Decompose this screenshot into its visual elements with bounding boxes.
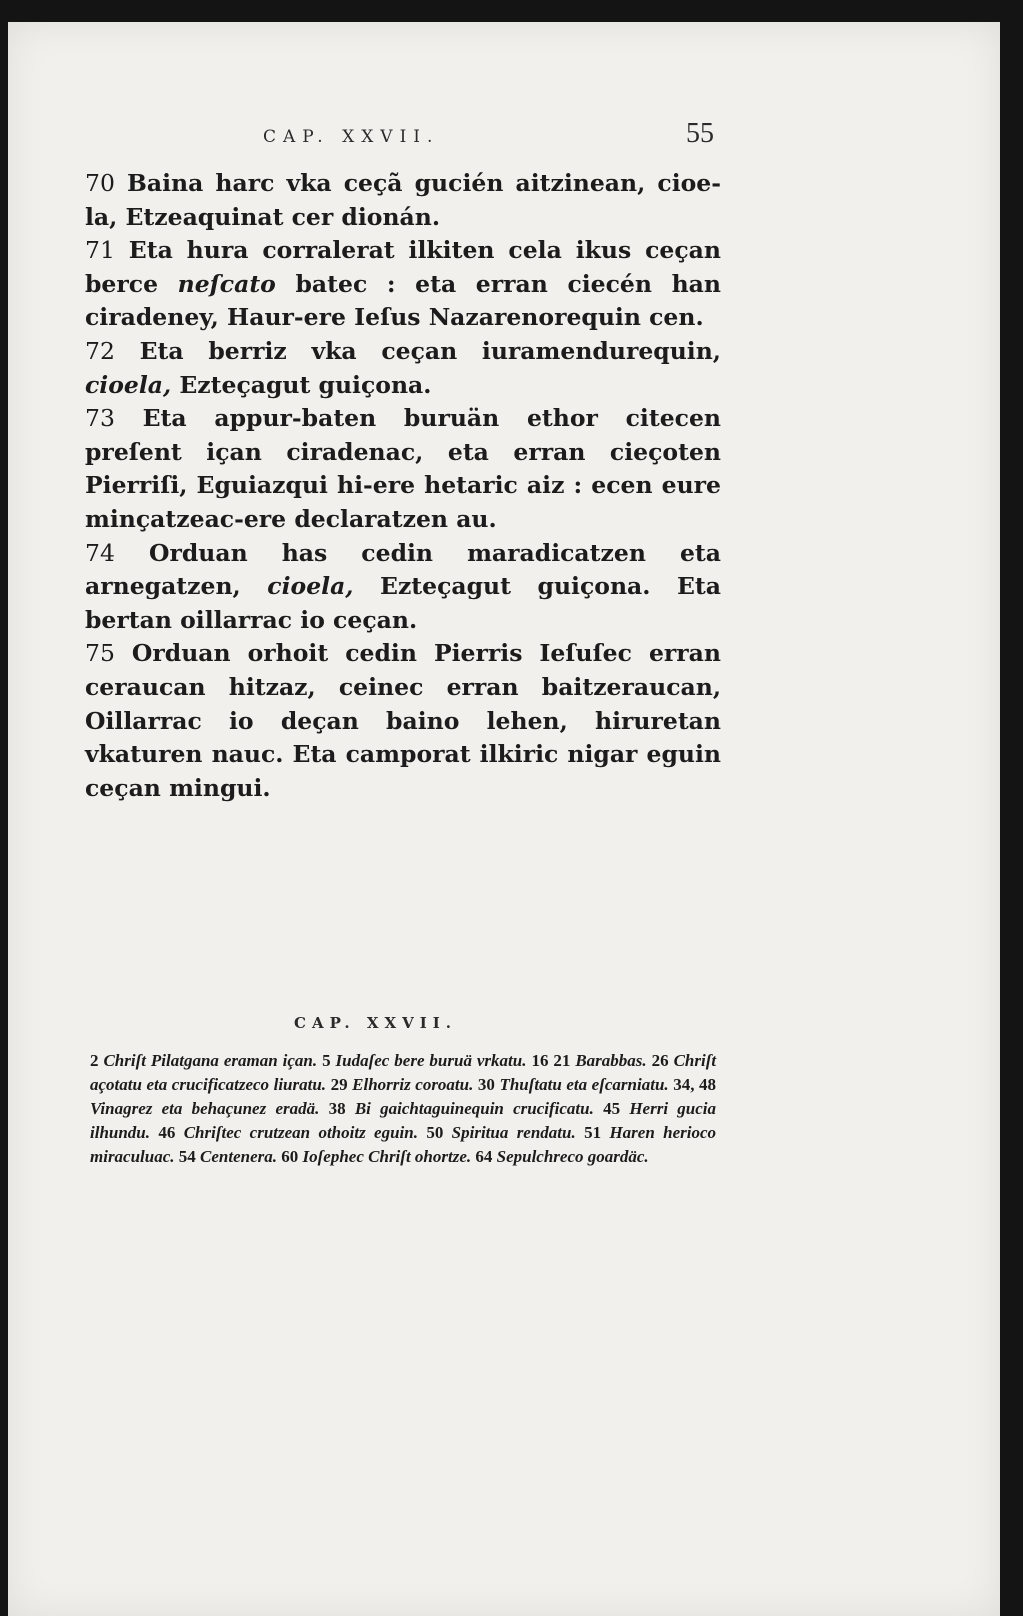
summary-verse-ref: 26 bbox=[651, 1051, 669, 1070]
verse-text: batec : eta erran ciecén han ciradeney, Haur-ere Ieſus Nazarenorequin cen. bbox=[85, 269, 721, 332]
verse-text: Eta berriz vka ceçan iuramendurequin, bbox=[139, 336, 721, 365]
verse-number: 71 bbox=[85, 236, 115, 265]
summary-entry: Barabbas. bbox=[575, 1051, 647, 1070]
summary-entry: Chriſt açotatu eta crucificatzeco liuratu. bbox=[90, 1051, 717, 1094]
verse-72 bbox=[85, 335, 721, 402]
verse-text: Baina harc vka ceçã gucién aitzinean, cioe-la, Etzeaquinat cer dionán. bbox=[85, 169, 721, 231]
summary-verse-ref: 64 bbox=[475, 1147, 493, 1166]
verse-italic-text: cioela, bbox=[267, 572, 354, 601]
verse-text: Eta appur-baten buruän ethor citecen preſent içan ciradenac, eta erran cieçoten Pierriſi, Eguiazqui hi-ere hetaric aiz : ecen eure minçatzeac-ere declaratzen au. bbox=[85, 404, 722, 533]
summary-entry: Bi gaichtaguinequin crucificatu. bbox=[354, 1099, 594, 1118]
summary-entry: Iudaſec bere buruä vrkatu. bbox=[335, 1051, 527, 1070]
verse-73 bbox=[85, 402, 721, 536]
summary-verse-ref: 2 bbox=[90, 1051, 99, 1070]
verse-text: Orduan has cedin maradicatzen eta arnegatzen, bbox=[85, 538, 721, 601]
summary-verse-ref: 5 bbox=[322, 1051, 331, 1070]
summary-verse-ref: 46 bbox=[158, 1123, 176, 1142]
verse-number: 74 bbox=[85, 538, 115, 567]
summary-verse-ref: 30 bbox=[477, 1075, 495, 1094]
summary-verse-ref: 34, 48 bbox=[673, 1075, 717, 1094]
summary-entry: Sepulchreco goardäc. bbox=[496, 1147, 649, 1166]
running-head: CAP. XXVII. bbox=[263, 127, 440, 147]
summary-entry: Ioſephec Chriſt ohortze. bbox=[302, 1147, 472, 1166]
summary-verse-ref: 38 bbox=[328, 1099, 346, 1118]
summary-entry: Vinagrez eta behaçunez eradä. bbox=[90, 1099, 320, 1118]
verse-italic-text: neſcato bbox=[177, 269, 276, 298]
summary-verse-ref: 29 bbox=[330, 1075, 348, 1094]
summary-verse-ref: 54 bbox=[178, 1147, 196, 1166]
verse-number: 72 bbox=[85, 336, 115, 365]
verse-text: Orduan orhoit cedin Pierris Ieſuſec erran ceraucan hitzaz, ceinec erran baitzeraucan, Oillarrac io deçan baino lehen, hiruretan vkaturen nauc. Eta camporat ilkiric nigar eguin ceçan mingui. bbox=[85, 639, 721, 802]
verse-text: Eta hura corralerat ilkiten cela ikus ceçan berce bbox=[85, 236, 721, 298]
verse-block bbox=[85, 167, 721, 805]
chapter-heading: CAP. XXVII. bbox=[294, 1014, 457, 1032]
summary-entry: Spiritua rendatu. bbox=[451, 1123, 576, 1142]
verse-italic-text: cioela, bbox=[85, 370, 172, 399]
page-number: 55 bbox=[686, 118, 714, 149]
verse-71 bbox=[85, 234, 721, 335]
summary-verse-ref: 51 bbox=[584, 1123, 602, 1142]
summary-entry: Centenera. bbox=[200, 1147, 278, 1166]
verse-75 bbox=[85, 637, 721, 805]
verse-text: Ezteçagut guiçona. Eta bertan oillarrac io ceçan. bbox=[85, 572, 722, 634]
book-page bbox=[8, 22, 1000, 1616]
summary-verse-ref: 45 bbox=[603, 1099, 621, 1118]
summary-verse-ref: 60 bbox=[281, 1147, 299, 1166]
summary-entry: Chriſtec crutzean othoitz eguin. bbox=[183, 1123, 418, 1142]
verse-text: Ezteçagut guiçona. bbox=[171, 370, 432, 399]
verse-70 bbox=[85, 167, 721, 234]
summary-entry: Chriſt Pilatgana eraman içan. bbox=[103, 1051, 318, 1070]
summary-verse-ref: 50 bbox=[426, 1123, 444, 1142]
summary-entry: Elhorriz coroatu. bbox=[352, 1075, 474, 1094]
verse-number: 75 bbox=[85, 639, 115, 668]
chapter-summary bbox=[90, 1049, 716, 1169]
verse-number: 73 bbox=[85, 404, 115, 433]
summary-entry: Herri gucia ilhundu. bbox=[90, 1099, 717, 1142]
summary-entry: Thuſtatu eta eſcarniatu. bbox=[499, 1075, 669, 1094]
summary-verse-ref: 16 21 bbox=[531, 1051, 571, 1070]
verse-number: 70 bbox=[85, 169, 115, 197]
verse-74 bbox=[85, 537, 721, 638]
summary-entry: Haren herioco miraculuac. bbox=[90, 1123, 717, 1166]
